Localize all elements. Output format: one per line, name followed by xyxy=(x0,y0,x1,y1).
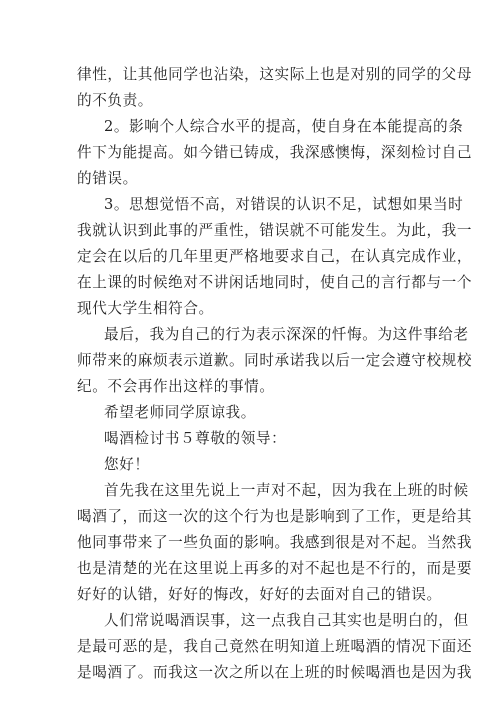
paragraph-line: 在上课的时候绝对不讲闲话地同时，使自己的言行都与一个 xyxy=(77,274,473,291)
paragraph-line: 定会在以后的几年里更严格地要求自己，在认真完成作业， xyxy=(77,248,473,265)
section-heading: 喝酒检讨书５尊敬的领导： xyxy=(104,430,287,447)
paragraph-line: 是喝酒了。而我这一次之所以在上班的时候喝酒也是因为我 xyxy=(77,664,473,681)
paragraph-line: 是最可恶的是，我自己竟然在明知道上班喝酒的情况下面还 xyxy=(77,638,473,655)
paragraph-line: 我就认识到此事的严重性，错误就不可能发生。为此，我一 xyxy=(77,222,473,239)
paragraph-line: 他同事带来了一些负面的影响。我感到很是对不起。当然我 xyxy=(77,534,473,551)
paragraph-line: 现代大学生相符合。 xyxy=(77,300,214,317)
paragraph-line: 的不负责。 xyxy=(77,92,153,109)
paragraph-line: 件下为能提高。如今错已铸成，我深感懊悔，深刻检讨自己 xyxy=(77,144,473,161)
paragraph-line: 最后，我为自己的行为表示深深的忏悔。为这件事给老 xyxy=(104,326,469,343)
paragraph-line: 3。思想觉悟不高，对错误的认识不足，试想如果当时 xyxy=(104,196,464,213)
paragraph-line: 师带来的麻烦表示道歉。同时承诺我以后一定会遵守校规校 xyxy=(77,352,473,369)
paragraph-line: 律性，让其他同学也沾染，这实际上也是对别的同学的父母 xyxy=(77,66,473,83)
paragraph-line: 也是清楚的光在这里说上再多的对不起也是不行的，而是要 xyxy=(77,560,473,577)
paragraph-line: 纪。不会再作出这样的事情。 xyxy=(77,378,275,395)
paragraph-line: 的错误。 xyxy=(77,170,138,187)
paragraph-line: 人们常说喝酒误事，这一点我自己其实也是明白的，但 xyxy=(104,612,469,629)
paragraph-line: 喝酒了，而这一次的这个行为也是影响到了工作，更是给其 xyxy=(77,508,473,525)
paragraph-line: 希望老师同学原谅我。 xyxy=(104,404,256,421)
salutation: 您好！ xyxy=(104,456,150,473)
paragraph-line: 2。影响个人综合水平的提高，使自身在本能提高的条 xyxy=(104,118,464,135)
paragraph-line: 好好的认错，好好的悔改，好好的去面对自己的错误。 xyxy=(77,586,442,603)
paragraph-line: 首先我在这里先说上一声对不起，因为我在上班的时候 xyxy=(104,482,469,499)
